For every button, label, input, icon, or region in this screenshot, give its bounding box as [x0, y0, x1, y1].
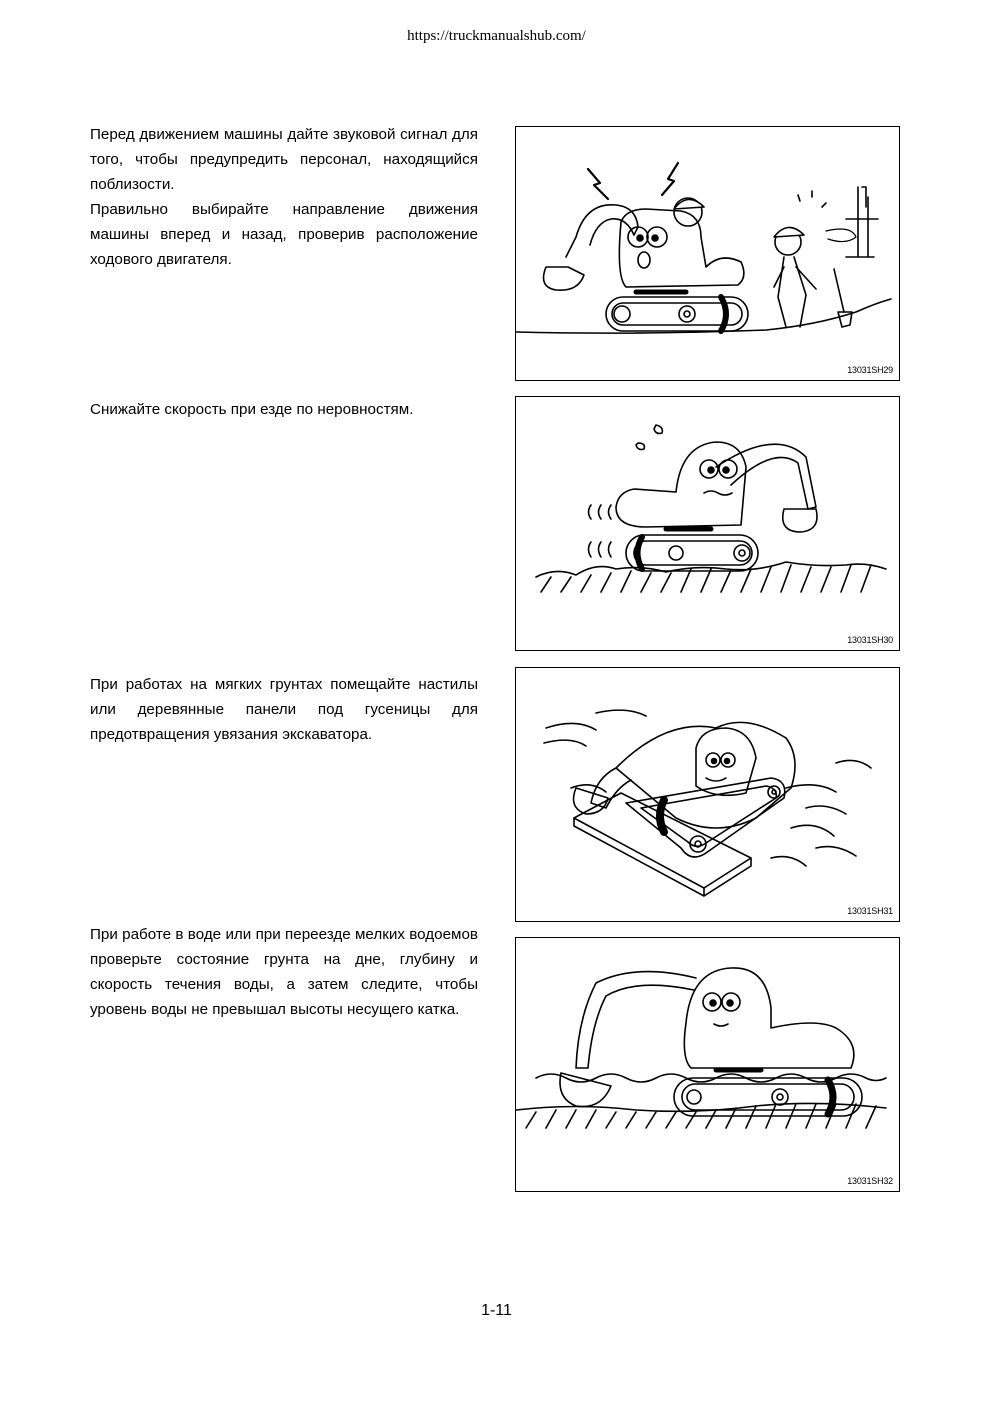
- section-2-text: [90, 397, 478, 422]
- section-4-text: [90, 922, 478, 1022]
- section-1-paragraph-2: Правильно выбирайте направление движения машины вперед и назад, проверив расположение ходового двигателя.: [90, 201, 478, 268]
- section-4-paragraph-1: При работе в воде или при переезде мелких водоемов проверьте состояние грунта на дне, глубину и скорость течения воды, а затем следите, чтобы уровень воды не превышал высоты несущего катка.: [90, 926, 478, 1018]
- figure-soft-ground: [515, 667, 900, 922]
- page-number: 1-11: [481, 1302, 512, 1319]
- figure-rough-terrain: [515, 396, 900, 651]
- excavator-horn-illustration: [516, 127, 900, 381]
- figure-water-crossing: [515, 937, 900, 1192]
- figure-code-label: 13031SH29: [847, 365, 893, 375]
- excavator-mat-illustration: [516, 668, 900, 922]
- excavator-water-illustration: [516, 938, 900, 1192]
- excavator-bumpy-illustration: [516, 397, 900, 651]
- figure-code-label: 13031SH31: [847, 906, 893, 916]
- figure-code-label: 13031SH30: [847, 635, 893, 645]
- figure-horn-warning: [515, 126, 900, 381]
- header-url: https://truckmanualshub.com/: [407, 28, 586, 44]
- section-3-paragraph-1: При работах на мягких грунтах помещайте настилы или деревянные панели под гусеницы для предотвращения увязания экскаватора.: [90, 676, 478, 743]
- section-2-paragraph-1: Снижайте скорость при езде по неровностям.: [90, 401, 414, 418]
- section-1-paragraph-1: Перед движением машины дайте звуковой сигнал для того, чтобы предупредить персонал, находящийся поблизости.: [90, 126, 478, 193]
- figure-code-label: 13031SH32: [847, 1176, 893, 1186]
- section-3-text: [90, 672, 478, 747]
- section-1-text: [90, 122, 478, 272]
